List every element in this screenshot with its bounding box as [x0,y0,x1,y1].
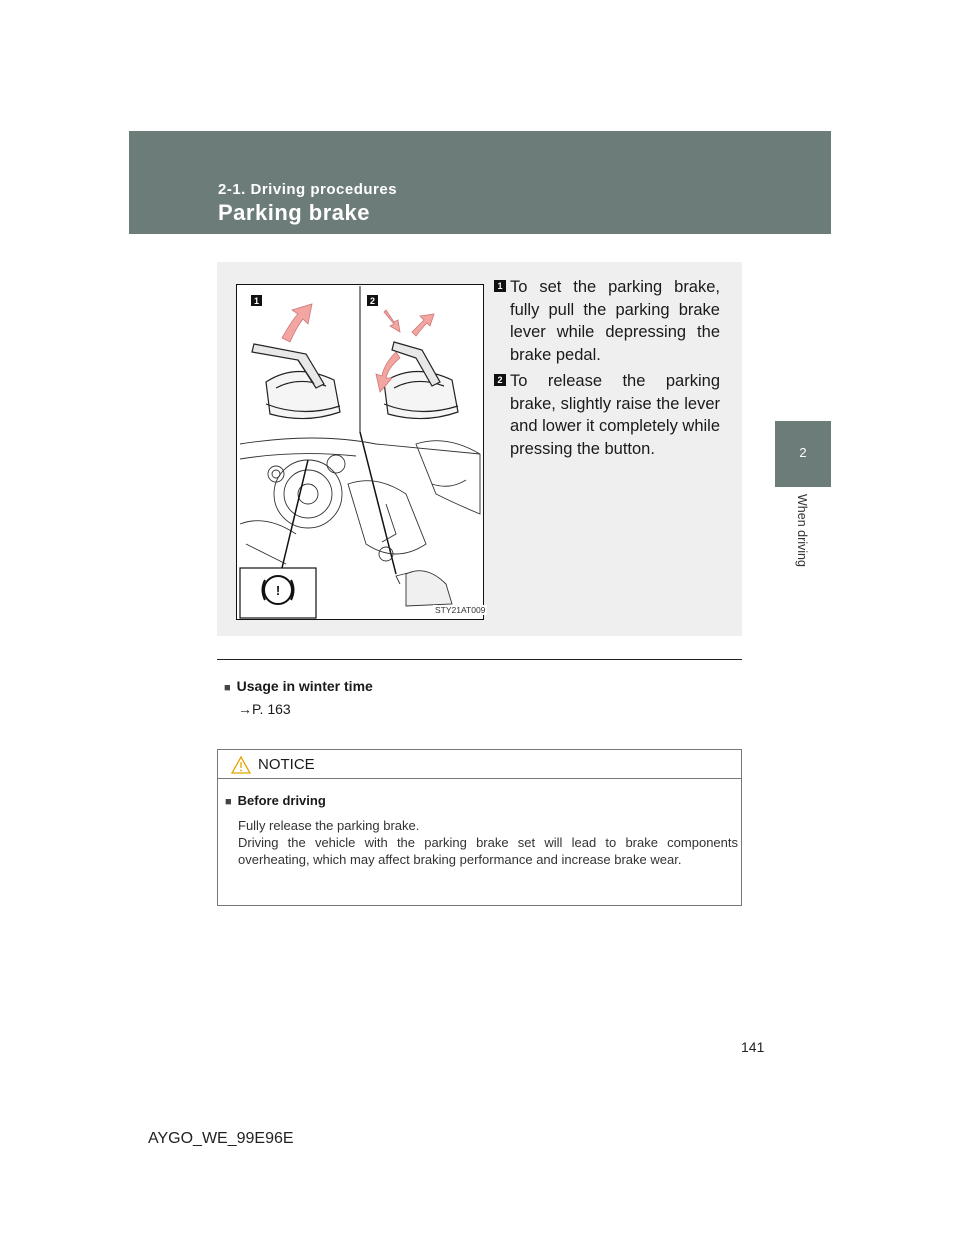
panel-1-label: 1 [253,296,260,306]
step-1 [494,276,720,366]
page-reference-link[interactable]: →P. 163 [238,701,291,717]
parking-brake-illustration [236,284,484,620]
usage-heading [224,678,373,694]
instruction-steps [494,276,720,464]
page-number: 141 [741,1039,765,1055]
step-1-marker: 1 [494,280,506,292]
svg-text:!: ! [275,583,281,598]
section-label: 2-1. Driving procedures [218,181,398,198]
step-2 [494,370,720,460]
chapter-label: When driving [795,494,809,567]
brake-warning-light [240,568,316,618]
chapter-number: 2 [799,445,807,460]
section-divider [217,659,742,660]
notice-title: NOTICE [258,756,315,773]
document-code: AYGO_WE_99E96E [148,1130,294,1147]
notice-line-1: Fully release the parking brake. [238,818,420,833]
panel-2-marker [367,295,378,306]
step-2-marker: 2 [494,374,506,386]
notice-subheading [225,793,326,808]
square-bullet-icon: ■ [224,682,231,694]
notice-body [238,817,738,868]
panel-2-label: 2 [369,296,376,306]
notice-box [217,749,742,906]
usage-heading-text: Usage in winter time [236,678,373,694]
warning-triangle-icon [231,756,251,774]
notice-subheading-text: Before driving [237,793,326,808]
notice-line-2: Driving the vehicle with the parking brake set will lead to brake components overheating, which may affect braking performance and increase brake wear. [238,835,738,867]
figure-code: STY21AT009 [435,605,486,615]
square-bullet-icon: ■ [225,796,232,808]
page-title: Parking brake [218,200,371,225]
panel-1-marker [251,295,262,306]
step-2-text: To release the parking brake, slightly raise the lever and lower it completely while pressing the button. [510,372,721,458]
step-1-text: To set the parking brake, fully pull the parking brake lever while depressing the brake pedal. [510,278,720,364]
chapter-tab [775,421,831,487]
header-band [129,131,831,234]
notice-header [218,750,741,779]
